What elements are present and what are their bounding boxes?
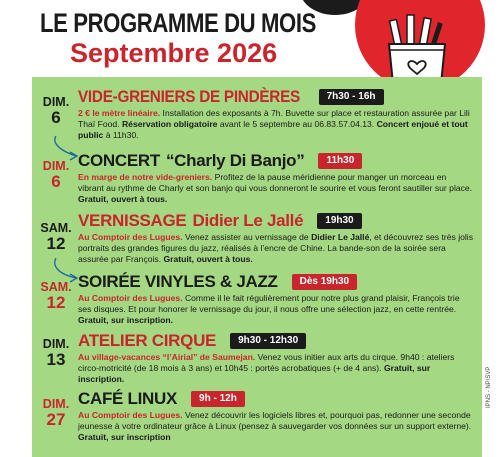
- event-time-badge: 19h30: [317, 213, 361, 229]
- event-date: [32, 398, 80, 429]
- event-title: CAFÉ LINUX: [78, 389, 178, 408]
- event-subtitle: Didier Le Jallé: [192, 211, 304, 230]
- event-day: 12: [46, 293, 66, 313]
- event-day: 6: [51, 172, 61, 192]
- event-title: VERNISSAGE: [78, 211, 187, 230]
- event-weekday: DIM.: [42, 337, 70, 351]
- event-day: 12: [46, 234, 66, 254]
- event-description: En marge de notre vide-greniers. Profitez de la pause méridienne pour manger un morceau en vibrant au rythme de Charly et son banjo qui vous donneront le sourire et vous feront sautiller sur place. Gratuit, ouvert à tous.: [78, 172, 473, 204]
- arrow-icon: [70, 152, 77, 160]
- event-weekday: DIM.: [42, 397, 70, 411]
- event-description: Au Comptoir des Lugues. Venez découvrir les logiciels libres et, pourquoi pas, redonner une seconde jeunesse à votre ordinateur grâce à Linux (pensez à sauvegarder vos données sur un support externe). Gratuit, sur inscription: [78, 410, 472, 442]
- event-description: Au Comptoir des Lugues. Venez assister au vernissage de Didier Le Jallé, et découvrez ses très jolis portraits des grandes figures du jazz, réalisés à l’encre de Chine. La bande-son de la soirée sera assurée par François. Gratuit, ouvert à tous.: [78, 232, 474, 264]
- event-weekday: SAM.: [40, 221, 72, 235]
- event-weekday: DIM.: [42, 95, 70, 109]
- page-title: LE PROGRAMME DU MOIS: [40, 8, 316, 38]
- event-subtitle: “Charly Di Banjo”: [165, 151, 305, 170]
- event-title: ATELIER CIRQUE: [78, 331, 217, 350]
- event-date: [32, 281, 80, 312]
- event-date: [32, 96, 80, 127]
- event-weekday: DIM.: [42, 159, 70, 173]
- event-date: [32, 160, 80, 191]
- event-title: VIDE-GRENIERS DE PINDÈRES: [78, 87, 300, 106]
- event-date: [32, 222, 80, 253]
- event-title: SOIRÉE VINYLES & JAZZ: [78, 272, 278, 291]
- legal-mention: IPNS - NP/SVP: [486, 366, 492, 408]
- event-time-badge: Dès 19h30: [292, 274, 357, 290]
- event-description: Au Comptoir des Lugues. Comme il le fait régulièrement pour notre plus grand plaisir, François trie ses disques. Et pour honorer le vernissage du jour, il nous offre une sélection jazz, en cette rentrée. Gratuit, sur inscription.: [78, 293, 460, 325]
- event-weekday: SAM.: [40, 280, 72, 294]
- event-day: 27: [46, 410, 66, 430]
- event-time-badge: 9h - 12h: [191, 391, 245, 407]
- page-subtitle: Septembre 2026: [70, 38, 278, 68]
- event-time-badge: 7h30 - 16h: [319, 89, 384, 105]
- event-time-badge: 11h30: [318, 153, 362, 169]
- event-description: Au village-vacances “l’Airial” de Saumejan. Venez vous initier aux arts du cirque. 9h40 : ateliers circo-motricité (de 18 mois à 3 ans) et 10h45 : portés acrobatiques (+ de 4 ans). Gratuit, sur inscription.: [78, 352, 455, 384]
- event-time-badge: 9h30 - 12h30: [230, 333, 306, 349]
- event-title: CONCERT: [78, 151, 160, 170]
- event-day: 6: [51, 108, 61, 128]
- event-description: 2 € le mètre linéaire. Installation des exposants à 7h. Buvette sur place et restauration assurée par Lili Thaï Food. Réservation obligatoire avant le 5 septembre au 06.83.57.04.13. Concert enjoué et tout public à 11h30.: [78, 108, 470, 140]
- event-date: [32, 338, 80, 369]
- event-day: 13: [46, 350, 66, 370]
